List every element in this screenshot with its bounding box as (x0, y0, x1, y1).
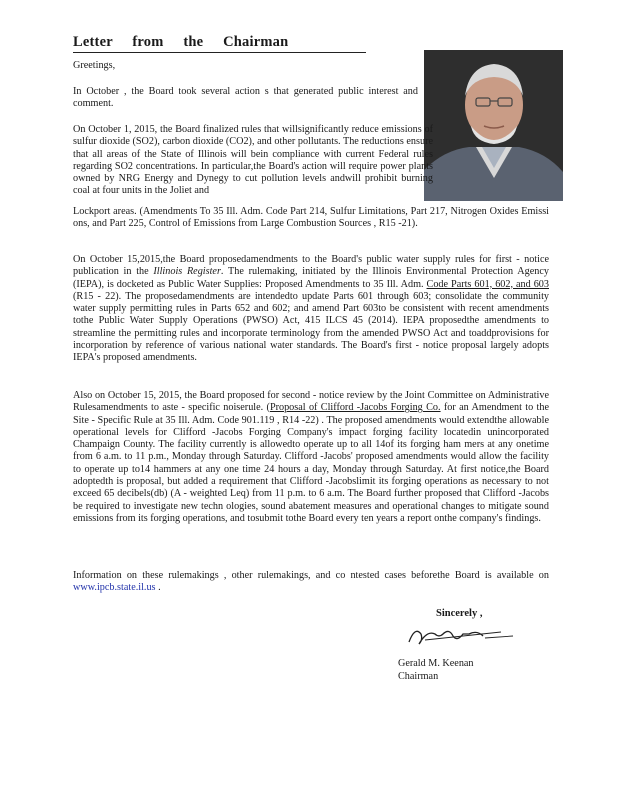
page-title: Letter from the Chairman (73, 34, 366, 53)
water-supply-text-b: . The rulemaking, initiated by the Illinois Environmental Protection Agency (IEPA), is docketed as Public Water Supplies: Proposed Amendments to 35 Ill. Adm. (73, 266, 549, 290)
illinois-register-title: Illinois Register (153, 266, 221, 278)
signature-image (405, 620, 515, 650)
greeting: Greetings, (73, 60, 116, 71)
information-text-b: . (155, 582, 161, 594)
paragraph-water-supply (73, 254, 549, 365)
code-parts-reference: Code Parts 601, 602, and 603 (426, 278, 549, 290)
paragraph-information (73, 570, 549, 595)
portrait-illustration (424, 50, 563, 201)
paragraph-intro: In October , the Board took several action s that generated public interest and comment. (73, 86, 418, 110)
signer-block (398, 658, 474, 683)
water-supply-text-c: (R15 - 22). The proposedamendments are intendedto update Parts 601 through 603; consolidate the community water supply permitting rules in Parts 652 and 602; and amend Part 603to be consistent with recent amendments tothe Public Water Supply Operations (PWSO) Act, 415 ILCS 45 (2014). IEPA proposedthe amendments to streamline the permitting rules and incorporate terminology from the amended PWSO Act and toaddprovisions for incorporation by reference of various national water standards. The Board's first - notice proposal largely adopts IEPA's proposed amendments. (73, 290, 549, 364)
signer-title: Chairman (398, 670, 439, 682)
paragraph-sulfur-rules-continued: Lockport areas. (Amendments To 35 Ill. Adm. Code Part 214, Sulfur Limitations, Part 217, Nitrogen Oxides Emissi ons, and Part 225, Control of Emissions from Large Combustion Sources , R15 -21). (73, 206, 549, 230)
chairman-photo (424, 50, 563, 201)
information-text-a: Information on these rulemakings , other rulemakings, and co ntested cases beforethe Board is available on (73, 570, 549, 581)
proposal-link[interactable]: Proposal of Clifford -Jacobs Forging Co. (269, 402, 441, 414)
website-link[interactable]: www.ipcb.state.il.us (73, 582, 156, 594)
noise-rule-text-a: Also on October 15, 2015, the Board proposed for second - notice review by the Joint Committee on Administrative Rulesamendments to aste - specific noiserule. ( (73, 390, 549, 414)
water-supply-text-a: On October 15,2015,the Board proposedamendments to the Board's public water supply rules for first - notice publication in the (73, 254, 549, 278)
paragraph-noise-rule (73, 390, 549, 525)
signer-name: Gerald M. Keenan (398, 658, 474, 669)
closing-salutation: Sincerely , (436, 608, 483, 619)
noise-rule-text-b: for an Amendment to the Site - Specific Rule at 35 Ill. Adm. Code 901.119 , R14 -22) . The proposed amendments would extendthe allowable operational levels for Clifford -Jacobs Forging Company's impact forging facility locatedin unincorporated Champaign County. The facility currently is allowedto operate up to all 14of its forging ham mers at any onetime from 6 a.m. to 11 p.m., Monday through Saturday. Clifford -Jacobs' proposed amendments would allow the facility to operate up to14 hammers at any one time 24 hours a day, Monday through Saturday. At first notice,the Board adoptedth is proposal, but added a requirement that Clifford -Jacobslimit its forging operations as necessary to not exceed 65 decibels(db) (A - weighted Leq) from 11 p.m. to 6 a.m. The Board further proposed that Clifford -Jacobs be required to investigate new techn ologies, sound abatement measures and operational changes to mitigate sound emissions from its forging operations, and tosubmit tothe Board every ten years a report onthe company's findings. (73, 402, 549, 524)
paragraph-sulfur-rules: On October 1, 2015, the Board finalized rules that willsignificantly reduce emissions of sulfur dioxide (SO2), carbon dioxide (CO2), and other pollutants. The reductions ensure that all areas of the State of Illinois will bein compliance with current Federal rules regarding SO2 concentrations. In particular,the Board's action will require power plants owned by NRG Energy and Dynegy to cut pollution levels andwill prohibit burning coal at four units in the Joliet and (73, 124, 433, 197)
